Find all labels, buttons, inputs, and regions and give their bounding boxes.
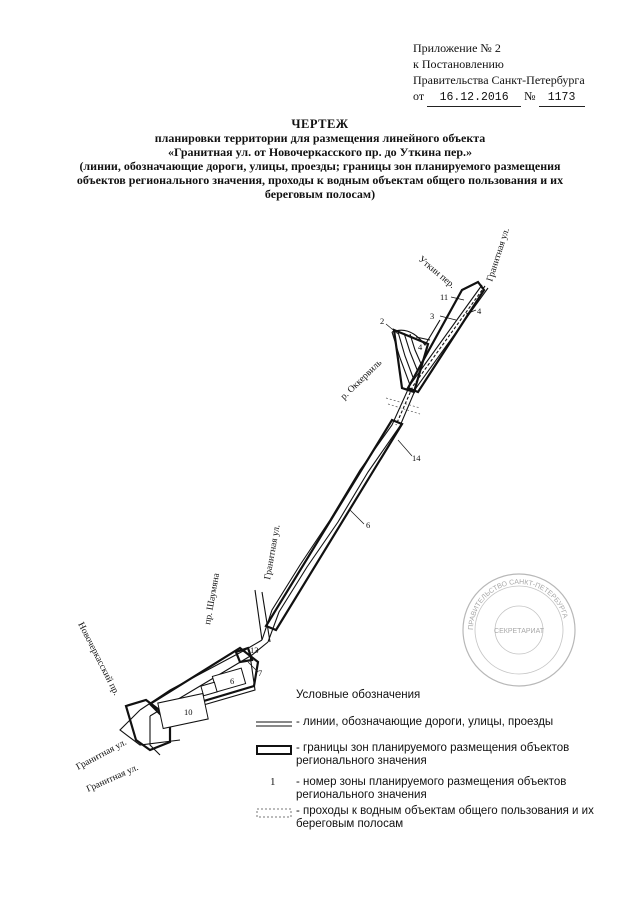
label-okkervil: р. Оккервиль	[339, 358, 385, 403]
title-line4: (линии, обозначающие дороги, улицы, проезды; границы зон планируемого размещения	[79, 159, 561, 173]
appendix-line3: Правительства Санкт-Петербурга	[413, 73, 585, 87]
date-prefix: от	[413, 89, 425, 103]
legend-text-zone-number: - номер зоны планируемого размещения объектов регионального значения	[296, 776, 567, 801]
number-prefix: №	[524, 89, 536, 103]
zone-number-7: 7	[258, 668, 263, 678]
zone-number-14: 14	[412, 453, 421, 463]
title-line6: береговым полосам)	[264, 187, 376, 201]
stamp-ring-text: ПРАВИТЕЛЬСТВО САНКТ-ПЕТЕРБУРГА	[467, 578, 569, 631]
zone-number-4: 4	[477, 306, 482, 316]
zone-boundary-symbol	[256, 745, 292, 755]
legend-title: Условные обозначения	[296, 689, 421, 701]
road-line-symbol	[256, 719, 292, 729]
title-line5: объектов регионального значения, проходы к водным объектам общего пользования и их	[76, 173, 564, 187]
decree-number: 1173	[539, 90, 585, 107]
zone-number-11: 11	[440, 292, 449, 302]
label-granitnaya-bottom1: Гранитная ул.	[74, 737, 129, 773]
decree-date: 16.12.2016	[427, 90, 521, 107]
label-granitnaya-mid: Гранитная ул.	[263, 523, 283, 581]
label-novocherkassky: Новочеркасский пр.	[75, 620, 121, 698]
secretariat-stamp	[463, 574, 575, 686]
zone-number-4b: 4	[418, 342, 423, 352]
zone-number-symbol: 1	[270, 776, 276, 788]
road-lines	[120, 285, 488, 755]
label-granitnaya-top: Гранитная ул.	[485, 226, 513, 283]
water-passage-symbol	[256, 808, 292, 818]
zone-number-3: 3	[430, 311, 435, 321]
zone-boundaries	[126, 282, 484, 750]
zone-number-6b: 6	[230, 676, 235, 686]
label-granitnaya-bottom2: Гранитная ул.	[85, 762, 141, 795]
title-line2: планировки территории для размещения линейного объекта	[154, 131, 486, 145]
appendix-line1: Приложение № 2	[413, 41, 501, 55]
zone-number-2: 2	[380, 316, 385, 326]
legend-text-roads: - линии, обозначающие дороги, улицы, проезды	[296, 716, 554, 728]
stamp-center-text: СЕКРЕТАРИАТ	[494, 628, 544, 635]
title-line1: ЧЕРТЕЖ	[291, 117, 349, 131]
label-shaumyana: пр. Шаумяна	[203, 572, 223, 626]
title-line3: «Гранитная ул. от Новочеркасского пр. до Уткина пер.»	[167, 145, 473, 159]
zone-number-13: 13	[250, 645, 259, 655]
zone-number-6: 6	[366, 520, 371, 530]
appendix-line2: к Постановлению	[413, 57, 504, 71]
legend-text-zones: - границы зон планируемого размещения объектов регионального значения	[296, 742, 570, 767]
label-utkin: Уткин пер.	[416, 254, 457, 291]
legend-text-water: - проходы к водным объектам общего пользования и их береговым полосам	[296, 805, 594, 830]
zone-number-10: 10	[184, 707, 193, 717]
